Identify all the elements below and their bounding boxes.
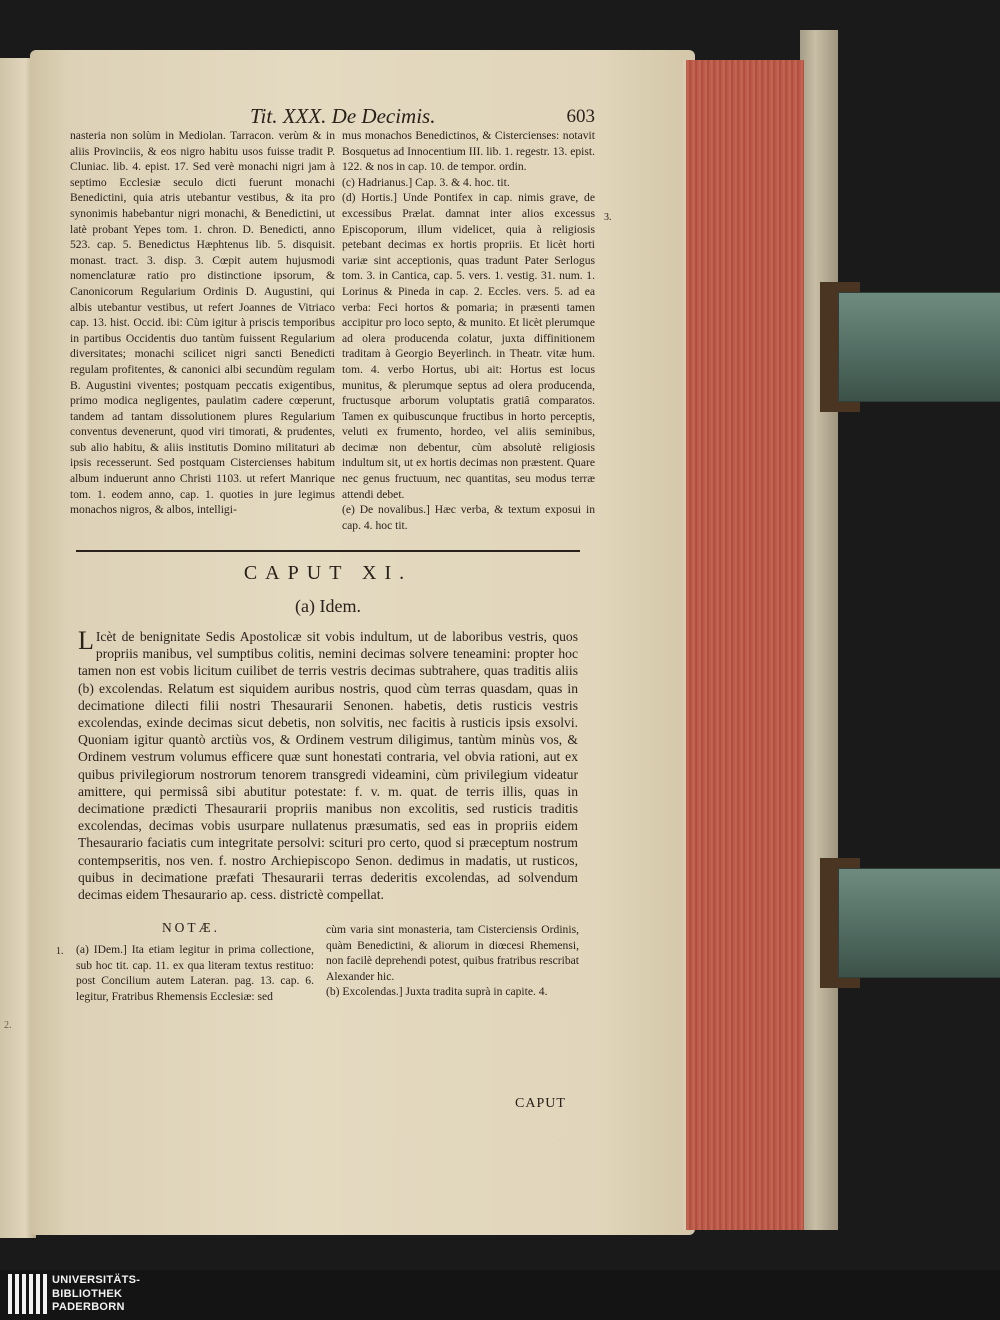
notes-right-column bbox=[326, 922, 579, 1000]
note-b: (b) Excolendas.] Juxta tradita suprà in capite. 4. bbox=[326, 985, 548, 999]
section-divider bbox=[76, 550, 580, 552]
note-c: (c) Hadrianus.] Cap. 3. & 4. hoc. tit. bbox=[342, 175, 510, 189]
decretal-text bbox=[78, 628, 578, 903]
chapter-subtitle: (a) Idem. bbox=[295, 596, 361, 616]
note-a: (a) IDem.] Ita etiam legitur in prima collectione, sub hoc tit. cap. 11. ex qua literam textus restituo: post Concilium autem Lateran. pag. 13. cap. 6. legitur, Fratribus Rhemensis Ecclesiæ: sed bbox=[76, 943, 314, 1003]
marginal-number: 1. bbox=[56, 946, 64, 957]
chapter-title: CAPUT XI. bbox=[243, 562, 413, 584]
drop-initial: L bbox=[78, 626, 94, 655]
page-number: 603 bbox=[566, 106, 595, 127]
right-column-paragraph: mus monachos Benedictinos, & Cistercienses: notavit Bosquetus ad Innocentium III. lib. 1. regestr. 13. epist. 122. & nos in cap. 10. de tempor. ordin. bbox=[342, 129, 595, 174]
metal-clasp-top bbox=[838, 292, 1000, 402]
decretal-paragraph: Icèt de benignitate Sedis Apostolicæ sit vobis indultum, ut de laboribus vestris, quos propriis manibus, vel sumptibus colitis, nemini decimas solvere teneamini: propter hoc tamen non est vobis licitum cuilibet de terris vestris decimas subtrahere, quas traditis aliis (b) excolendas. Relatum est siquidem auribus nostris, quod cùm terras quasdam, quas in decimatione dilecti filii nostri Thesaurarii Senonen. habetis, detis rusticis vestris excolendas, exinde decimas sicut debetis, non solvitis, nec facitis à rusticis ipsis exsolvi. Quoniam igitur quantò arctiùs vos, & Ordinem vestrum diligimus, tantùm minùs vos, & Ordinem vestrum volumus efficere quæ sunt honestati contraria, vel obvia rationi, aut ex quibus privilegiorum nostrorum tenorem transgredi videamini, cùm privilegium videatur amittere, qui permissâ sibi abutitur potestate: f. v. m. quat. de terris illis, quas in decimatione prædicti Thesaurarii propriis manibus non excolitis, sed rusticis traditis excolendas, decimas vobis usurpare nullatenus præsumatis, sed eas in propriis eidem Thesaurario faciatis cum integritate persolvi: scituri pro certo, quod si præceptum nostrum contempseritis, nos ven. f. nostro Archiepiscopo Senon. dedimus in madatis, ut rusticos, quibus in decimatione præfati Thesaurarii terras dederitis excolendas, ad solvendum decimas eidem Thesaurario ap. cess. districtè compellat. bbox=[78, 629, 578, 903]
left-column-paragraph: nasteria non solùm in Mediolan. Tarracon. verùm & in aliis Provinciis, & eos nigro habitu usos fuisse tradit P. Cluniac. lib. 4. epist. 17. Sed verè monachi nigri jam à septimo Ecclesiæ seculo dicti fuerunt monachi Benedictini, quia atris utebantur vestibus, & ita pro synonimis habebantur nigri monachi, & Benedictini, ut latè probant Yepes tom. 1. chron. D. Benedicti, anno 523. cap. 5. Benedictus Hæphtenus lib. 5. disquisit. monast. tract. 3. disp. 3. Cœpit autem hujusmodi nomenclaturæ ratio pro distinctione ipsorum, & Canonicorum Regularium Ordinis D. Augustini, qui albis utebantur vestibus, ut refert Joannes de Vitriaco cap. 13. hist. Occid. ibi: Cùm igitur à priscis temporibus in partibus Occidentis duo tantùm fuissent Regularium diversitates; monachi scilicet nigri sancti Benedicti regulam profitentes, & canonici albi secundùm regulam B. Augustini viventes; postquam peccatis exigentibus, primo modica negligentes, paulatim cadere cœperunt, tandem ad tantam dissolutionem plures Regularium conventus devenerunt, quod viri timorati, & prudentes, sub alio habitu, & aliis institutis Domino militaturi ab ipsis recesserunt. Sed postquam Cistercienses habitum album induerunt anno Christi 1103. ut refert Manrique tom. 1. eodem anno, cap. 1. quoties in jure legimus monachos nigros, & albos, intelligi- bbox=[70, 129, 335, 517]
marginal-number: 2. bbox=[4, 1020, 12, 1031]
book-cover-edge bbox=[800, 30, 838, 1230]
notes-heading: NOTÆ. bbox=[161, 920, 221, 935]
library-footer bbox=[0, 1270, 1000, 1320]
running-head: Tit. XXX. De Decimis. bbox=[250, 104, 436, 128]
marginal-number: 3. bbox=[604, 212, 612, 223]
metal-clasp-bottom bbox=[838, 868, 1000, 978]
red-page-edges bbox=[683, 60, 804, 1230]
notes-left-column bbox=[76, 942, 314, 1004]
library-logo-icon bbox=[8, 1274, 48, 1314]
catchword: CAPUT bbox=[515, 1096, 566, 1111]
right-column bbox=[342, 128, 595, 533]
note-d: (d) Hortis.] Unde Pontifex in cap. nimis grave, de excessibus Prælat. damnat inter alios excessus Episcoporum, illum videlicet, quia à religiosis petebant decimas ex hortis propriis. Et licèt horti variæ sint acceptionis, quas tradunt Pater Serlogus tom. 3. in Cantica, cap. 5. vers. 1. vestig. 31. num. 1. Lorinus & Pineda in cap. 2. Eccles. vers. 5. ad ea verba: Feci hortos & pomaria; in præsenti tamen accipitur pro loco septo, & munito. Et licèt plerumque ad olera producenda colatur, juxta diffinitionem traditam à Georgio Beyerlinch. in Theatr. vitæ hum. tom. 4. verbo Hortus, ubi ait: Hortus est locus munitus, & plerumque septus ad olera producenda, fructusque arborum voluptatis gratiâ comparatos. Tamen ex quibuscunque fructibus in horto perceptis, veluti ex frumento, hordeo, vel aliis seminibus, decimæ non debentur, cùm absolutè religiosis indultum sit, ut ex hortis decimas non præstent. Quare nec genus fructuum, nec quantitas, seu modus terræ attendi debet. bbox=[342, 191, 595, 501]
left-column bbox=[70, 128, 335, 518]
note-e: (e) De novalibus.] Hæc verba, & textum exposui in cap. 4. hoc tit. bbox=[342, 503, 595, 532]
library-name: UNIVERSITÄTS- BIBLIOTHEK PADERBORN bbox=[52, 1274, 141, 1313]
note-a-continued: cùm varia sint monasteria, tam Cisterciensis Ordinis, quàm Benedictini, & aliorum in diœcesi Rhemensi, non facilè deprehendi potest, quibus fratribus rescribat Alexander hic. bbox=[326, 923, 579, 983]
